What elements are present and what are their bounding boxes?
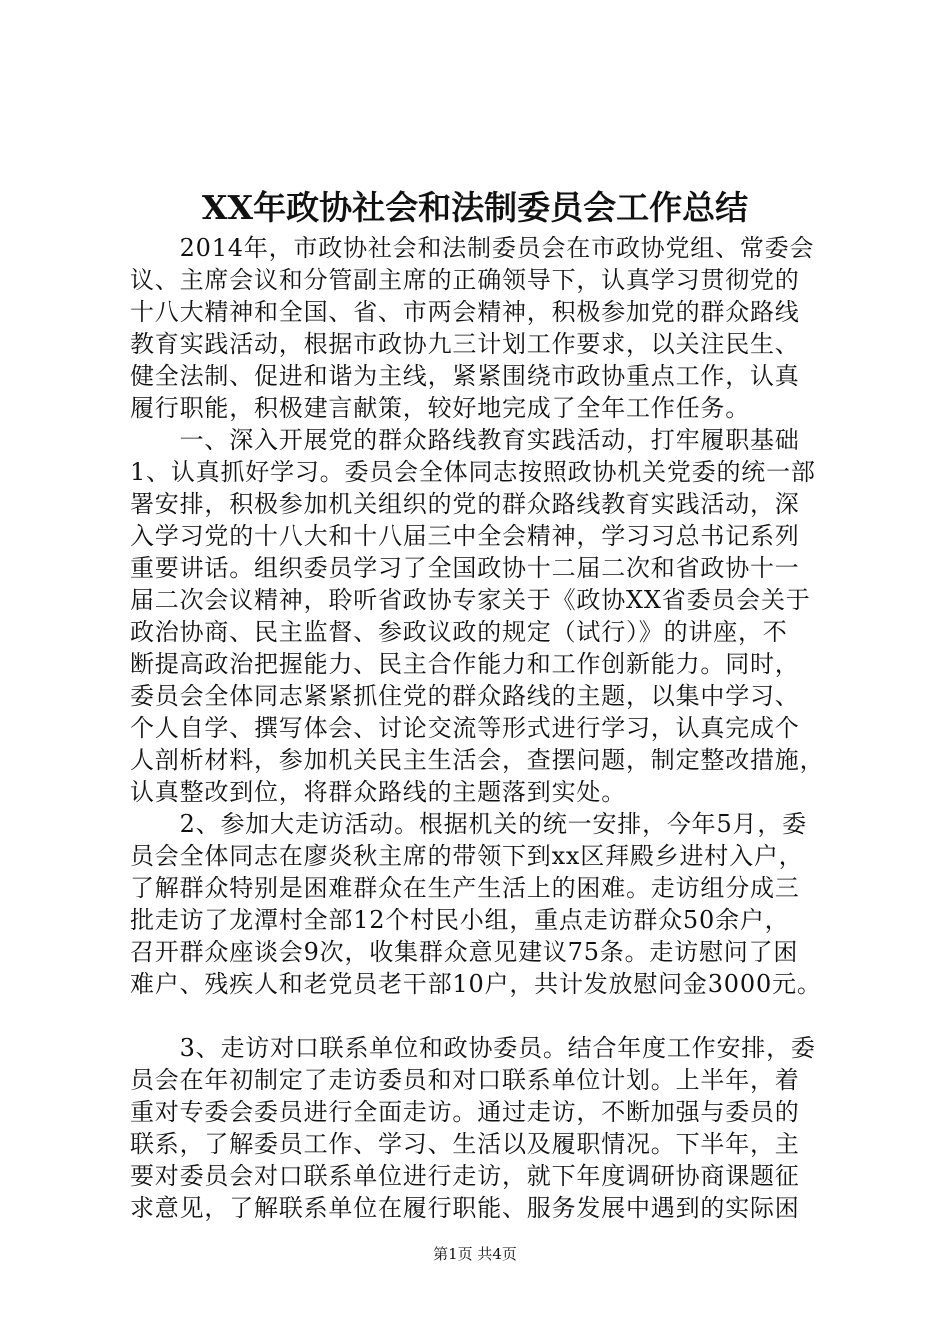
body-line: 员会全体同志在廖炎秋主席的带领下到xx区拜殿乡进村入户， [130, 842, 804, 870]
body-line: 委员会全体同志紧紧抓住党的群众路线的主题，以集中学习、 [130, 682, 800, 710]
body-line: 健全法制、促进和谐为主线，紧紧围绕市政协重点工作，认真 [130, 362, 800, 390]
section-heading: 一、深入开展党的群众路线教育实践活动，打牢履职基础 [130, 426, 800, 454]
body-line: 召开群众座谈会9次，收集群众意见建议75条。走访慰问了困 [130, 938, 799, 966]
body-line: 要对委员会对口联系单位进行走访，就下年度调研协商课题征 [130, 1162, 800, 1190]
page-footer: 第1页 共4页 [433, 1245, 517, 1263]
body-line: 署安排，积极参加机关组织的党的群众路线教育实践活动，深 [130, 490, 800, 518]
body-line: 2014年，市政协社会和法制委员会在市政协党组、常委会 [130, 234, 815, 262]
body-line: 履行职能，积极建言献策，较好地完成了全年工作任务。 [130, 394, 750, 422]
body-line: 员会在年初制定了走访委员和对口联系单位计划。上半年，着 [130, 1066, 800, 1094]
body-line: 1、认真抓好学习。委员会全体同志按照政协机关党委的统一部 [130, 458, 816, 486]
body-line: 议、主席会议和分管副主席的正确领导下，认真学习贯彻党的 [130, 266, 800, 294]
body-line: 联系，了解委员工作、学习、生活以及履职情况。下半年，主 [130, 1130, 800, 1158]
body-line: 断提高政治把握能力、民主合作能力和工作创新能力。同时， [130, 650, 800, 678]
document-body [130, 232, 834, 1224]
body-line: 教育实践活动，根据市政协九三计划工作要求，以关注民生、 [130, 330, 800, 358]
body-line: 认真整改到位，将群众路线的主题落到实处。 [130, 778, 626, 806]
body-line: 难户、残疾人和老党员老干部10户，共计发放慰问金3000元。 [130, 970, 822, 998]
body-line: 3、走访对口联系单位和政协委员。结合年度工作安排，委 [130, 1034, 816, 1062]
body-line: 了解群众特别是困难群众在生产生活上的困难。走访组分成三 [130, 874, 800, 902]
body-line: 重要讲话。组织委员学习了全国政协十二届二次和省政协十一 [130, 554, 800, 582]
body-line: 求意见，了解联系单位在履行职能、服务发展中遇到的实际困 [130, 1194, 800, 1222]
body-line: 批走访了龙潭村全部12个村民小组，重点走访群众50余户， [130, 906, 790, 934]
body-line: 重对专委会委员进行全面走访。通过走访，不断加强与委员的 [130, 1098, 800, 1126]
body-line: 十八大精神和全国、省、市两会精神，积极参加党的群众路线 [130, 298, 800, 326]
body-line: 2、参加大走访活动。根据机关的统一安排，今年5月，委 [130, 810, 807, 838]
body-line: 人剖析材料，参加机关民主生活会，查摆问题，制定整改措施， [130, 746, 825, 774]
paragraph-gap [130, 1000, 834, 1032]
body-line: 个人自学、撰写体会、讨论交流等形式进行学习，认真完成个 [130, 714, 800, 742]
body-line: 入学习党的十八大和十八届三中全会精神，学习习总书记系列 [130, 522, 800, 550]
document-title: XX年政协社会和法制委员会工作总结 [201, 188, 749, 227]
body-line: 政治协商、民主监督、参政议政的规定（试行）》的讲座，不 [130, 618, 788, 646]
body-line: 届二次会议精神，聆听省政协专家关于《政协XX省委员会关于 [130, 586, 811, 614]
